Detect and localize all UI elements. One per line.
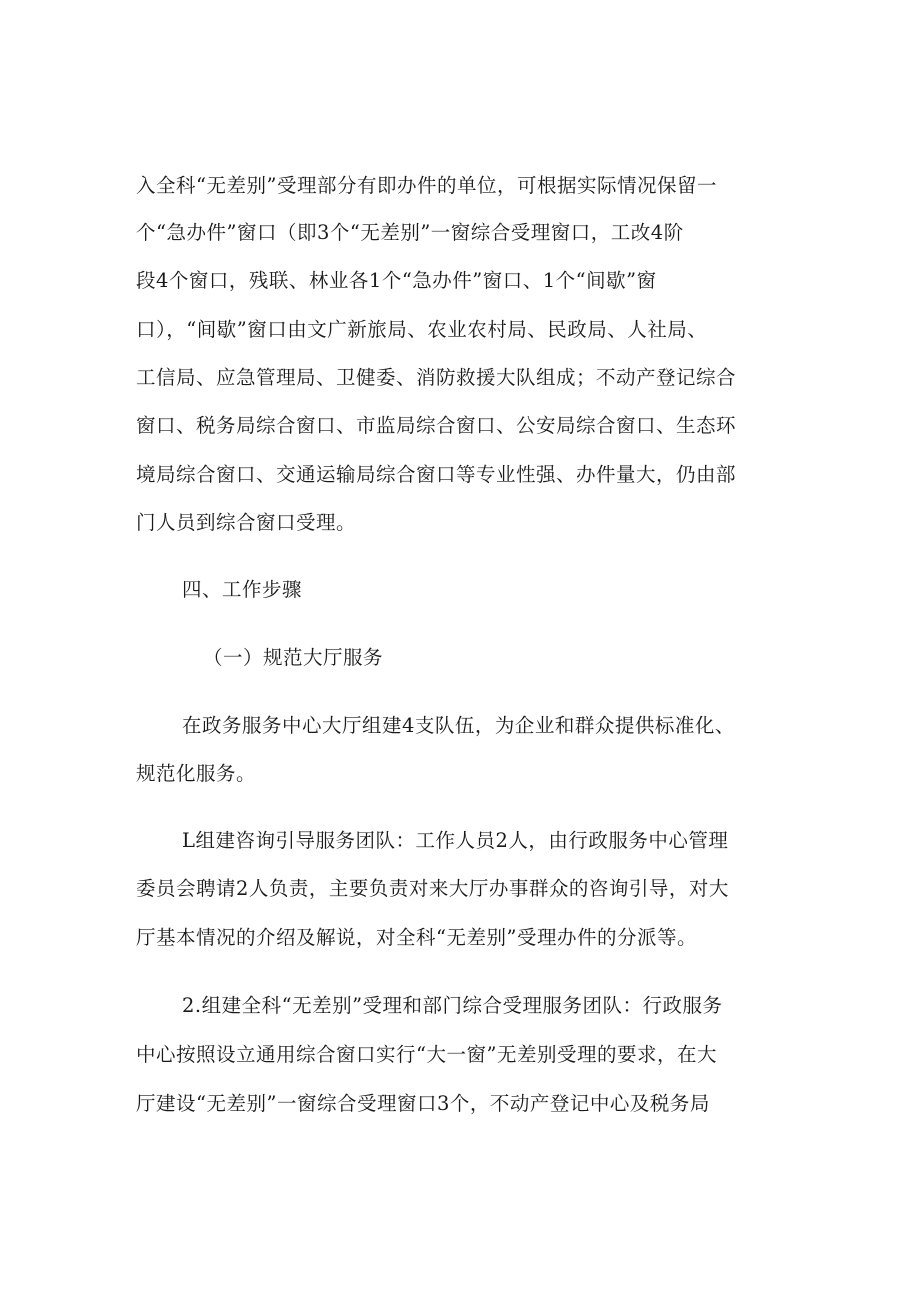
paragraph-line: 2.组建全科“无差别”受理和部门综合受理服务团队：行政服务 [182, 994, 723, 1017]
paragraph-line: 工信局、应急管理局、卫健委、消防救援大队组成；不动产登记综合 [136, 366, 737, 389]
paragraph-line: 窗口、税务局综合窗口、市监局综合窗口、公安局综合窗口、生态环 [136, 414, 737, 437]
paragraph-line: 委员会聘请2人负责，主要负责对来大厅办事群众的咨询引导，对大 [136, 877, 729, 900]
subsection-heading: （一）规范大厅服务 [203, 646, 384, 669]
paragraph-line: L组建咨询引导服务团队：工作人员2人，由行政服务中心管理 [182, 829, 729, 852]
paragraph-line: 入全科“无差别”受理部分有即办件的单位，可根据实际情况保留一 [136, 174, 717, 197]
paragraph-line: 厅建设“无差别”一窗综合受理窗口3个，不动产登记中心及税务局 [136, 1092, 710, 1115]
paragraph-line: 规范化服务。 [136, 762, 257, 785]
paragraph-line: 中心按照设立通用综合窗口实行“大一窗”无差别受理的要求，在大 [136, 1043, 717, 1066]
paragraph-line: 个“急办件”窗口（即3个“无差别”一窗综合受理窗口，工改4阶 [136, 221, 684, 244]
paragraph-line: 口），“间歇”窗口由文广新旅局、农业农村局、民政局、人社局、 [136, 318, 708, 341]
paragraph-line: 厅基本情况的介绍及解说，对全科“无差别”受理办件的分派等。 [136, 926, 697, 949]
section-heading: 四、工作步骤 [182, 578, 303, 601]
paragraph-line: 境局综合窗口、交通运输局综合窗口等专业性强、办件量大，仍由部 [136, 463, 737, 486]
paragraph-line: 在政务服务中心大厅组建4支队伍，为企业和群众提供标准化、 [182, 714, 735, 737]
paragraph-line: 段4个窗口，残联、林业各1个“急办件”窗口、1个“间歇”窗 [136, 269, 657, 292]
paragraph-line: 门人员到综合窗口受理。 [136, 511, 357, 534]
